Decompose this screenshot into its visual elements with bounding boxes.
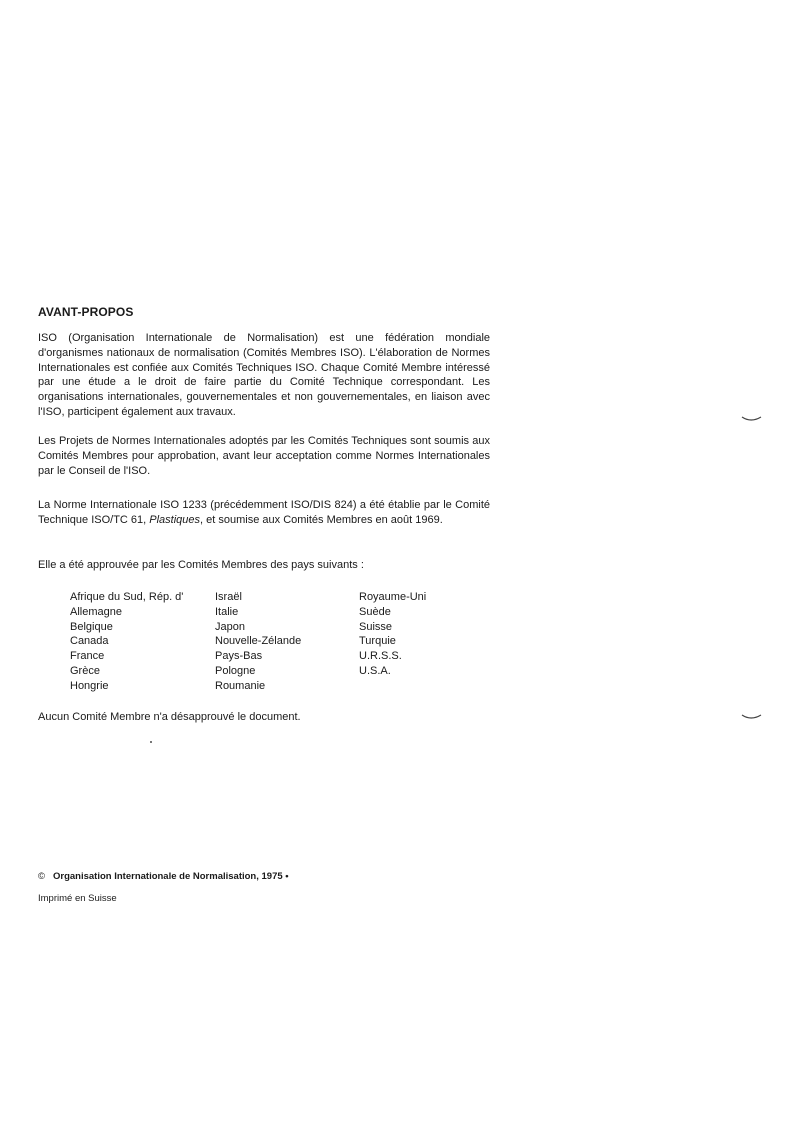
foreword-paragraph-2: Les Projets de Normes Internationales adoptés par les Comités Techniques sont soumis aux Comités Membres pour approbation, avant leur acceptation comme Normes Internationales par le Conseil de l'ISO.	[38, 435, 490, 477]
country-item: Italie	[215, 605, 239, 618]
country-item: Israël	[215, 591, 242, 603]
country-item: France	[70, 650, 105, 663]
copyright-icon: ©	[38, 871, 45, 882]
country-item: Royaume-Uni	[359, 591, 427, 603]
country-item: Canada	[70, 635, 109, 648]
paragraph-3-text-after: , et soumise aux Comités Membres en août 1969.	[200, 513, 443, 526]
country-item: Japon	[215, 620, 245, 633]
country-item: Afrique du Sud, Rép. d'	[70, 591, 184, 603]
country-item: Pays-Bas	[215, 650, 263, 663]
copyright-text: Organisation Internationale de Normalisation, 1975	[53, 871, 283, 882]
foreword-heading: AVANT-PROPOS	[38, 305, 134, 319]
country-item: Pologne	[215, 664, 256, 677]
country-item: Suède	[359, 605, 391, 618]
country-column-3	[359, 590, 426, 679]
bullet-icon: •	[285, 871, 289, 882]
scan-mark-icon	[740, 712, 764, 722]
country-item: Allemagne	[70, 605, 122, 618]
country-column-2	[215, 590, 301, 694]
country-item: Nouvelle-Zélande	[215, 635, 302, 648]
country-item: Turquie	[359, 635, 396, 648]
country-item: Belgique	[70, 620, 113, 633]
closing-statement: Aucun Comité Membre n'a désapprouvé le document.	[38, 711, 301, 723]
approval-intro: Elle a été approuvée par les Comités Membres des pays suivants :	[38, 559, 364, 571]
country-item: Hongrie	[70, 679, 109, 692]
scan-mark-icon	[740, 414, 764, 424]
country-item: U.S.A.	[359, 664, 391, 677]
copyright-line	[38, 871, 289, 882]
country-item: U.R.S.S.	[359, 650, 402, 663]
country-item: Grèce	[70, 664, 100, 677]
printed-in-line: Imprimé en Suisse	[38, 893, 117, 904]
country-item: Roumanie	[215, 679, 266, 692]
committee-title-italic: Plastiques	[149, 513, 201, 526]
country-item: Suisse	[359, 620, 393, 633]
scan-speck	[150, 741, 152, 743]
country-column-1	[70, 590, 183, 694]
foreword-paragraph-1: ISO (Organisation Internationale de Normalisation) est une fédération mondiale d'organismes nationaux de normalisation (Comités Membres ISO). L'élaboration de Normes Internationales est confiée aux Comités Techniques ISO. Chaque Comité Membre intéressé par une étude a le droit de faire partie du Comité Technique correspondant. Les organisations internationales, gouvernementales et non gouvernementales, en liaison avec l'ISO, participent également aux travaux.	[38, 332, 490, 418]
paragraph-3-text-before: La Norme Internationale ISO 1233 (précédemment ISO/DIS 824) a été établie par le Comité Technique ISO/TC 61,	[38, 499, 490, 526]
foreword-paragraph-3	[38, 498, 490, 528]
